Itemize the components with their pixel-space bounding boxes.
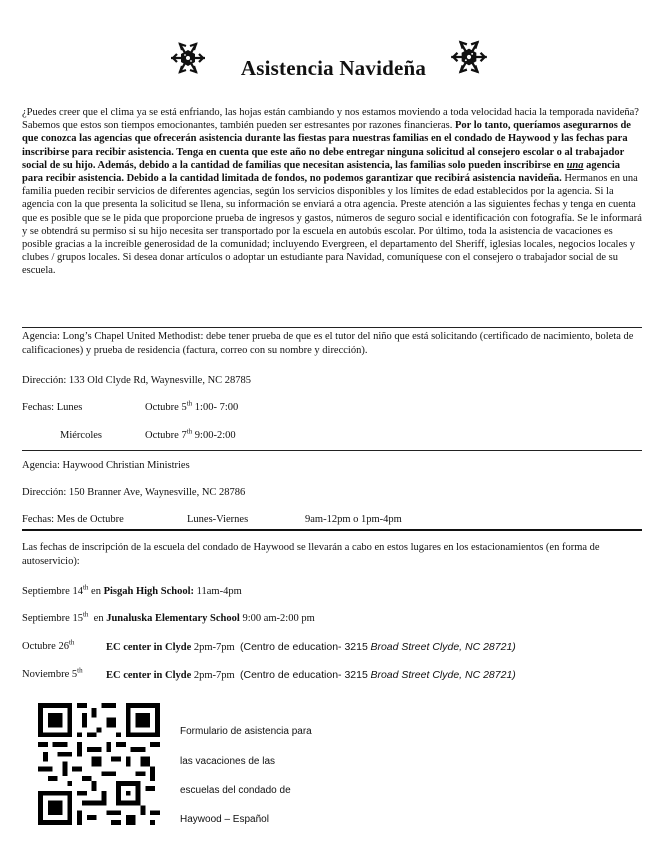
registration-row-1: Septiembre 14th en Pisgah High School: 11am-4pm — [22, 583, 242, 597]
agency1-day2: Miércoles — [60, 430, 102, 441]
agency2-days: Lunes-Viernes — [187, 514, 249, 525]
agency1-fechas-label: Fechas: Lunes — [22, 402, 83, 413]
registration-intro: Las fechas de inscripción de la escuela del condado de Haywood se llevarán a cabo en estos lugares en los estacionamientos (en forma de autoservicio): — [22, 542, 600, 567]
agency2-name: Agencia: Haywood Christian Ministries — [22, 460, 190, 471]
agency2-fechas: Fechas: Mes de Octubre — [22, 514, 124, 525]
registration-row-2: Septiembre 15th en Junaluska Elementary School 9:00 am-2:00 pm — [22, 610, 315, 624]
form-line-1: Formulario de asistencia para — [180, 726, 312, 737]
form-line-3: escuelas del condado de — [180, 785, 291, 796]
qr-code-icon[interactable] — [38, 703, 160, 825]
intro-text-1: ¿Puedes creer que el clima ya se está enfriando, las hojas están cambiando y nos estamos moviendo a toda velocidad hacia la temporada navideña? Sabemos que estos son tiempos emocionantes, también pueden ser estresantes por razones financieras. — [22, 107, 639, 132]
intro-paragraph — [22, 106, 642, 278]
intro-bold-1: Por lo tanto, queríamos asegurarnos de que conozca las agencias que ofrecerán asistencia durante las fiestas para nuestras familias en el condado de Haywood y las fechas para inscribirse para recibir asistencia. Tenga en cuenta que este año no debe entregar ninguna solicitud al consejero escolar o al trabajador social de su hijo. Además, debido a la cantidad de familias que necesitan asistencia, las familias solo pueden inscribirse en — [22, 120, 631, 171]
agency1-date2: Octubre 7th 9:00-2:00 — [145, 427, 236, 441]
agency2-address: Dirección: 150 Branner Ave, Waynesville, NC 28786 — [22, 487, 246, 498]
intro-bold-2: agencia para recibir asistencia. Debido a la cantidad limitada de fondos, no podemos garantizar que recibirá asistencia navideña. — [22, 159, 620, 185]
divider — [22, 327, 642, 328]
agency1-address: Dirección: 133 Old Clyde Rd, Waynesville, NC 28785 — [22, 375, 252, 386]
registration-row-3-place: EC center in Clyde 2pm-7pm (Centro de education- 3215 Broad Street Clyde, NC 28721) — [106, 641, 516, 653]
divider — [22, 529, 642, 531]
registration-row-4: Noviembre 5th — [22, 666, 83, 680]
registration-row-3: Octubre 26th — [22, 638, 75, 652]
registration-row-4-place: EC center in Clyde 2pm-7pm (Centro de education- 3215 Broad Street Clyde, NC 28721) — [106, 669, 516, 681]
agency2-hours: 9am-12pm o 1pm-4pm — [305, 514, 402, 525]
form-line-4: Haywood – Español — [180, 814, 269, 825]
form-line-2: las vacaciones de las — [180, 756, 276, 767]
agency1-description: Agencia: Long’s Chapel United Methodist: debe tener prueba de que es el tutor del niño que está solicitando (certificado de nacimiento, boleta de calificaciones) y prueba de residencia (factura, correo con su nombre y dirección). — [22, 331, 634, 356]
intro-text-2: Hermanos en una familia pueden recibir servicios de diferentes agencias, según los servicios disponibles y los límites de edad establecidos por la agencia. Si la agencia con la que presenta la solicitud se llena, su información se enviará a otra agencia. Preste atención a las siguientes fechas y tenga en cuenta que es posible que se le pida que proporcione prueba de ingresos y gastos, números de seguro social e identificación con fotografía. Se le informará y se obtendrá su permiso si su hijo necesita ser transportado por la escuela en autobús escolar. Por último, toda la asistencia de vacaciones es posible gracias a la increíble generosidad de la comunidad; incluyendo Evergreen, el departamento del Sheriff, iglesias locales, negocios locales y clubes / grupos locales. Si desea donar artículos o adoptar un estudiante para Navidad, comuníquese con el consejero o trabajador social de su escuela. — [22, 173, 642, 277]
intro-bold-una: una — [566, 159, 584, 171]
divider — [22, 450, 642, 451]
agency1-date1: Octubre 5th 1:00- 7:00 — [145, 399, 239, 413]
page-title: Asistencia Navideña — [240, 56, 427, 80]
